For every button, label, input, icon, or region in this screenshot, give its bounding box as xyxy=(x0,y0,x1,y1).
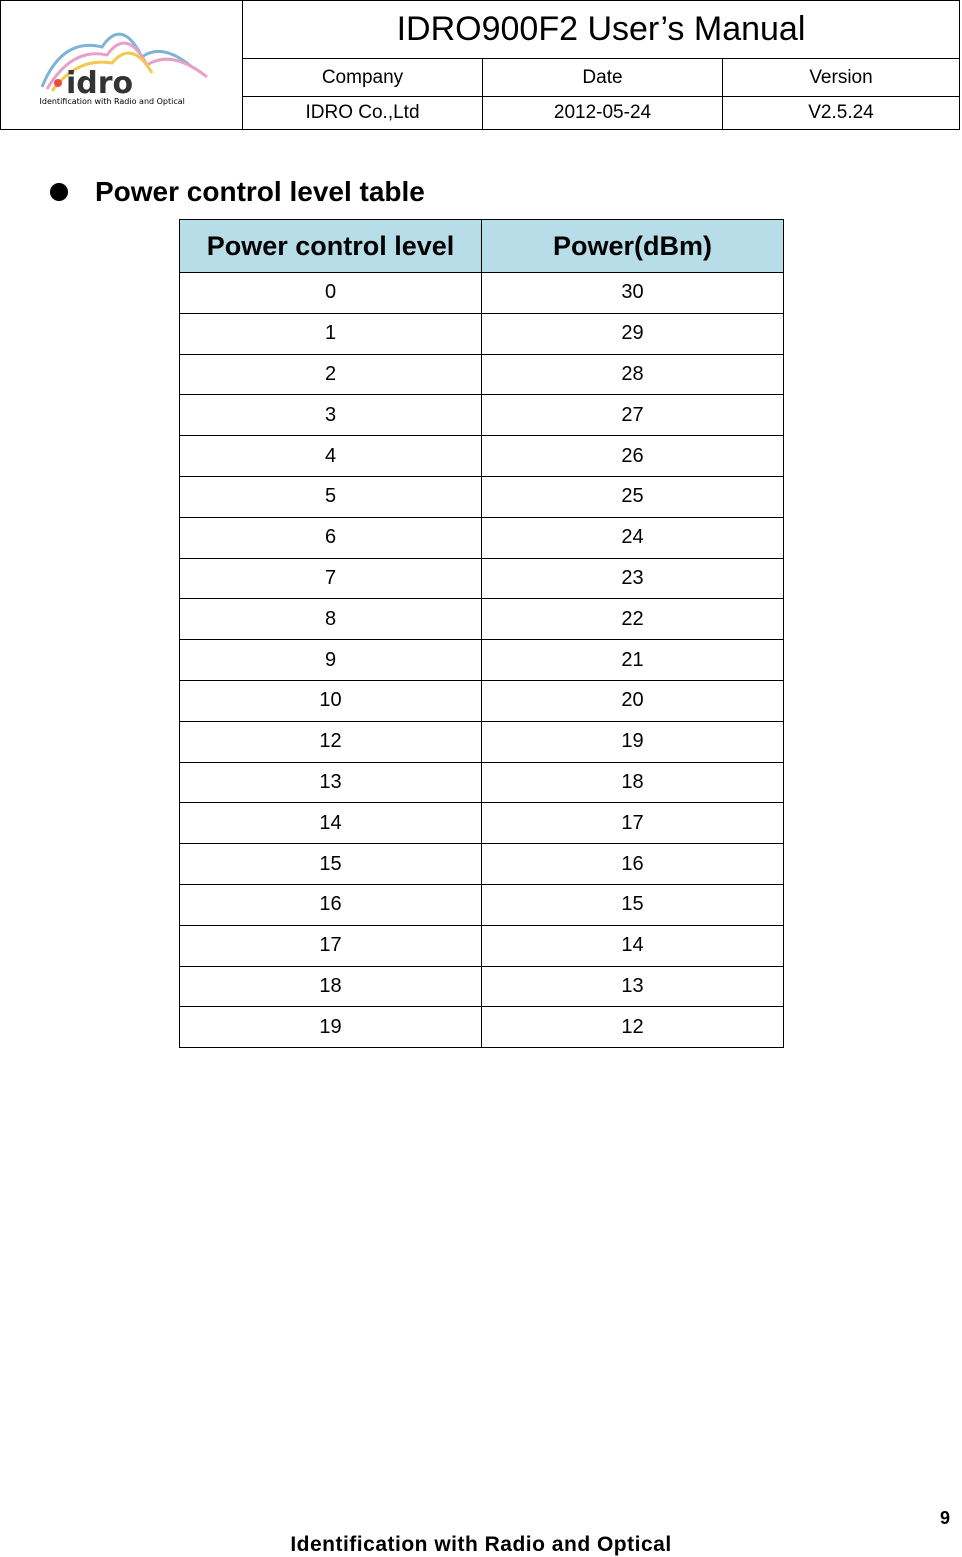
level-cell: 5 xyxy=(180,476,482,517)
table-row xyxy=(180,1007,784,1048)
level-cell: 9 xyxy=(180,640,482,681)
table-row xyxy=(180,803,784,844)
section-title-text: Power control level table xyxy=(95,176,425,207)
table-row xyxy=(180,640,784,681)
company-label: Company xyxy=(242,58,482,96)
power-cell: 29 xyxy=(482,313,784,354)
power-cell: 24 xyxy=(482,517,784,558)
table-row xyxy=(180,395,784,436)
power-cell: 28 xyxy=(482,354,784,395)
power-cell: 12 xyxy=(482,1007,784,1048)
level-cell: 4 xyxy=(180,436,482,477)
level-cell: 19 xyxy=(180,1007,482,1048)
power-cell: 22 xyxy=(482,599,784,640)
section-heading xyxy=(50,176,425,208)
power-cell: 17 xyxy=(482,803,784,844)
level-cell: 7 xyxy=(180,558,482,599)
company-logo xyxy=(1,1,242,129)
column-header-level: Power control level xyxy=(180,220,482,273)
power-cell: 19 xyxy=(482,721,784,762)
document-header xyxy=(0,0,960,130)
table-row xyxy=(180,517,784,558)
manual-title: IDRO900F2 User’s Manual xyxy=(242,1,959,58)
table-row xyxy=(180,313,784,354)
power-cell: 14 xyxy=(482,925,784,966)
power-cell: 26 xyxy=(482,436,784,477)
level-cell: 14 xyxy=(180,803,482,844)
table-row xyxy=(180,721,784,762)
power-control-table xyxy=(179,219,784,1048)
level-cell: 12 xyxy=(180,721,482,762)
table-row xyxy=(180,273,784,314)
version-label: Version xyxy=(722,58,959,96)
level-cell: 0 xyxy=(180,273,482,314)
footer-tagline: Identification with Radio and Optical xyxy=(290,1533,672,1556)
level-cell: 6 xyxy=(180,517,482,558)
level-cell: 13 xyxy=(180,762,482,803)
power-cell: 25 xyxy=(482,476,784,517)
power-cell: 13 xyxy=(482,966,784,1007)
power-cell: 20 xyxy=(482,680,784,721)
logo-tagline: Identification with Radio and Optical xyxy=(39,97,185,106)
table-row xyxy=(180,436,784,477)
power-cell: 21 xyxy=(482,640,784,681)
power-cell: 27 xyxy=(482,395,784,436)
date-label: Date xyxy=(482,58,722,96)
power-cell: 30 xyxy=(482,273,784,314)
level-cell: 17 xyxy=(180,925,482,966)
table-row xyxy=(180,599,784,640)
table-row xyxy=(180,558,784,599)
table-header-row xyxy=(180,220,784,273)
column-header-power: Power(dBm) xyxy=(482,220,784,273)
table-row xyxy=(180,884,784,925)
level-cell: 16 xyxy=(180,884,482,925)
level-cell: 15 xyxy=(180,844,482,885)
power-cell: 15 xyxy=(482,884,784,925)
level-cell: 10 xyxy=(180,680,482,721)
level-cell: 1 xyxy=(180,313,482,354)
table-row xyxy=(180,680,784,721)
page-number: 9 xyxy=(939,1508,950,1528)
table-row xyxy=(180,966,784,1007)
power-cell: 23 xyxy=(482,558,784,599)
company-value: IDRO Co.,Ltd xyxy=(242,96,482,129)
bullet-icon xyxy=(50,183,68,201)
level-cell: 3 xyxy=(180,395,482,436)
level-cell: 18 xyxy=(180,966,482,1007)
level-cell: 2 xyxy=(180,354,482,395)
date-value: 2012-05-24 xyxy=(482,96,722,129)
table-row xyxy=(180,844,784,885)
table-body xyxy=(180,273,784,1048)
table-row xyxy=(180,354,784,395)
logo-word: idro xyxy=(65,66,133,101)
table-row xyxy=(180,925,784,966)
level-cell: 8 xyxy=(180,599,482,640)
table-row xyxy=(180,762,784,803)
version-value: V2.5.24 xyxy=(722,96,959,129)
table-row xyxy=(180,476,784,517)
power-cell: 18 xyxy=(482,762,784,803)
power-cell: 16 xyxy=(482,844,784,885)
